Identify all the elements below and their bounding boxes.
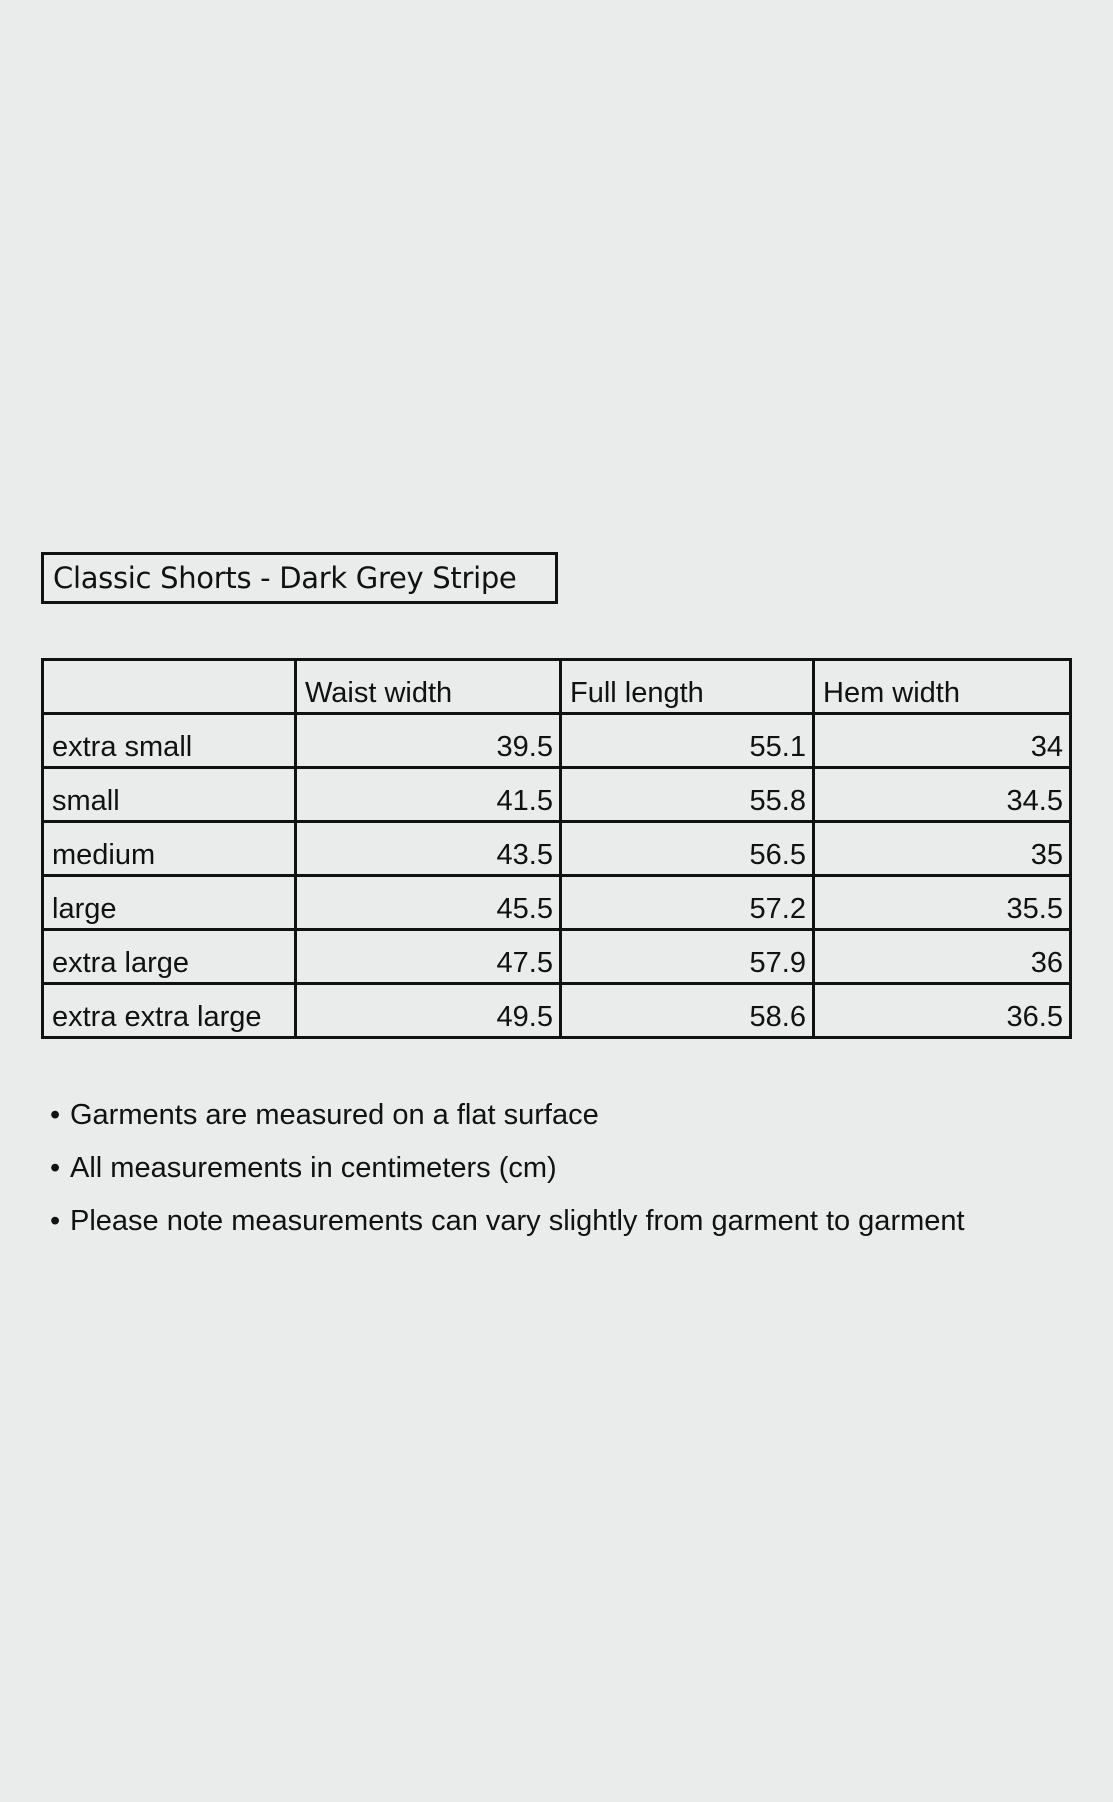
note-text: Please note measurements can vary slightly from garment to garment — [70, 1205, 965, 1237]
table-row — [43, 714, 1071, 768]
hem-width-cell: 34.5 — [814, 768, 1071, 822]
note-item — [50, 1145, 965, 1198]
table-row — [43, 984, 1071, 1038]
waist-width-cell: 47.5 — [296, 930, 561, 984]
size-label-cell: extra extra large — [43, 984, 296, 1038]
note-item — [50, 1198, 965, 1251]
waist-width-cell: 39.5 — [296, 714, 561, 768]
bullet-icon: • — [50, 1099, 61, 1131]
note-text: Garments are measured on a flat surface — [70, 1099, 599, 1131]
full-length-cell: 55.8 — [561, 768, 814, 822]
bullet-icon: • — [50, 1152, 61, 1184]
note-text: All measurements in centimeters (cm) — [70, 1152, 557, 1184]
size-label-cell: medium — [43, 822, 296, 876]
hem-width-cell: 36.5 — [814, 984, 1071, 1038]
size-label-cell: small — [43, 768, 296, 822]
note-item — [50, 1092, 965, 1145]
hem-width-cell: 36 — [814, 930, 1071, 984]
table-row — [43, 876, 1071, 930]
full-length-cell: 55.1 — [561, 714, 814, 768]
full-length-cell: 57.2 — [561, 876, 814, 930]
measurement-notes — [50, 1092, 965, 1251]
bullet-icon: • — [50, 1205, 61, 1237]
table-row — [43, 768, 1071, 822]
header-cell-waist-width: Waist width — [296, 660, 561, 714]
header-cell-full-length: Full length — [561, 660, 814, 714]
hem-width-cell: 35.5 — [814, 876, 1071, 930]
size-label-cell: extra small — [43, 714, 296, 768]
full-length-cell: 58.6 — [561, 984, 814, 1038]
size-label-cell: large — [43, 876, 296, 930]
size-label-cell: extra large — [43, 930, 296, 984]
header-cell-empty — [43, 660, 296, 714]
table-header-row — [43, 660, 1071, 714]
hem-width-cell: 35 — [814, 822, 1071, 876]
hem-width-cell: 34 — [814, 714, 1071, 768]
table-row — [43, 930, 1071, 984]
chart-title: Classic Shorts - Dark Grey Stripe — [41, 552, 558, 604]
waist-width-cell: 43.5 — [296, 822, 561, 876]
size-table — [41, 658, 1072, 1039]
waist-width-cell: 41.5 — [296, 768, 561, 822]
waist-width-cell: 49.5 — [296, 984, 561, 1038]
full-length-cell: 57.9 — [561, 930, 814, 984]
waist-width-cell: 45.5 — [296, 876, 561, 930]
full-length-cell: 56.5 — [561, 822, 814, 876]
table-row — [43, 822, 1071, 876]
header-cell-hem-width: Hem width — [814, 660, 1071, 714]
